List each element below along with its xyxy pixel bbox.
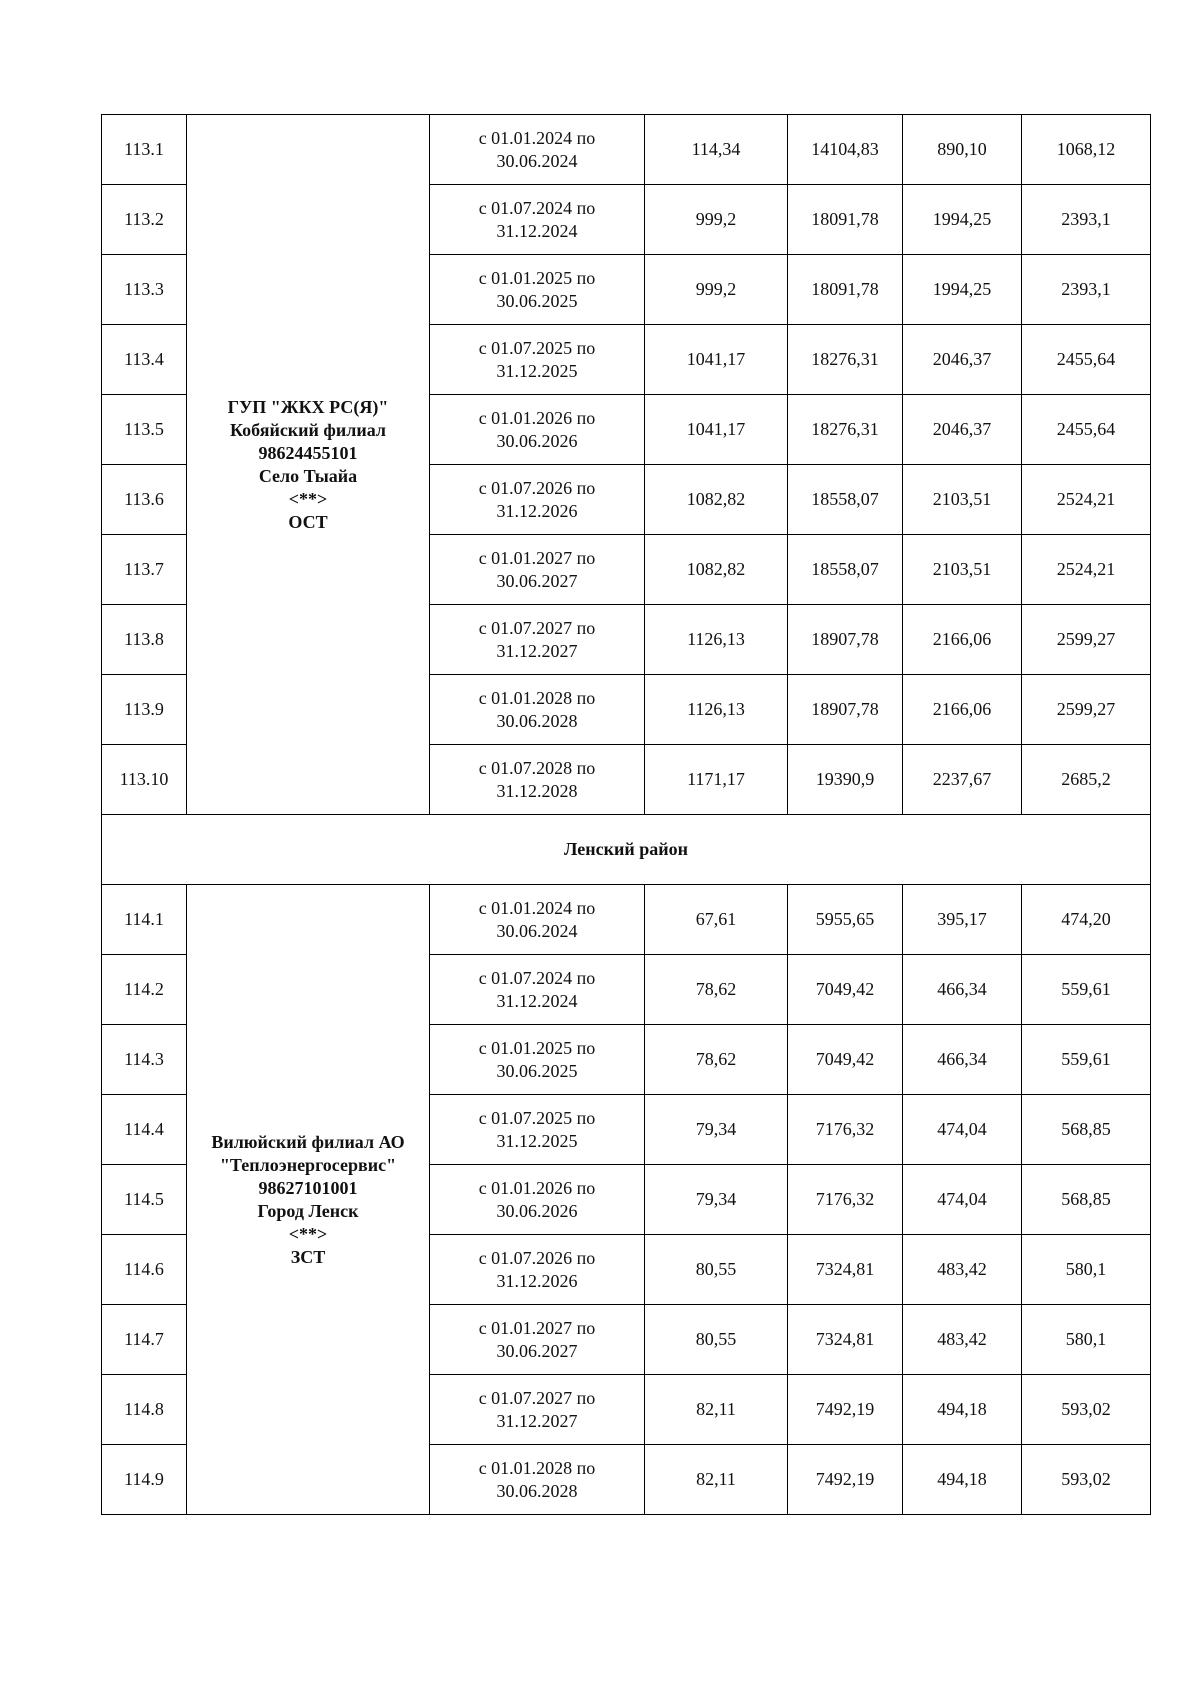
value-col-1: 1171,17 bbox=[645, 745, 788, 815]
period-to: 31.12.2024 bbox=[496, 220, 578, 241]
value-col-4: 2685,2 bbox=[1022, 745, 1151, 815]
tariff-table bbox=[101, 114, 1151, 1515]
value-col-3: 2237,67 bbox=[903, 745, 1022, 815]
period-cell bbox=[430, 325, 645, 395]
value-col-3: 474,04 bbox=[903, 1095, 1022, 1165]
value-col-3: 474,04 bbox=[903, 1165, 1022, 1235]
period-to: 31.12.2028 bbox=[496, 780, 578, 801]
organization-cell bbox=[187, 885, 430, 1515]
value-col-2: 18276,31 bbox=[788, 325, 903, 395]
period-from: с 01.01.2026 по bbox=[478, 407, 596, 428]
value-col-2: 7176,32 bbox=[788, 1165, 903, 1235]
row-number: 113.3 bbox=[102, 255, 187, 325]
value-col-3: 2103,51 bbox=[903, 535, 1022, 605]
value-col-3: 2046,37 bbox=[903, 325, 1022, 395]
value-col-1: 67,61 bbox=[645, 885, 788, 955]
row-number: 113.2 bbox=[102, 185, 187, 255]
value-col-1: 1082,82 bbox=[645, 535, 788, 605]
row-number: 114.6 bbox=[102, 1235, 187, 1305]
period-to: 31.12.2027 bbox=[496, 640, 578, 661]
value-col-1: 78,62 bbox=[645, 955, 788, 1025]
value-col-1: 79,34 bbox=[645, 1165, 788, 1235]
value-col-4: 2599,27 bbox=[1022, 605, 1151, 675]
period-to: 30.06.2026 bbox=[496, 1200, 578, 1221]
table-row bbox=[102, 885, 1151, 955]
district-header-row bbox=[102, 815, 1151, 885]
tariff-table-body bbox=[102, 115, 1151, 1515]
row-number: 114.7 bbox=[102, 1305, 187, 1375]
value-col-3: 483,42 bbox=[903, 1235, 1022, 1305]
period-to: 31.12.2027 bbox=[496, 1410, 578, 1431]
value-col-3: 494,18 bbox=[903, 1375, 1022, 1445]
period-from: с 01.01.2024 по bbox=[478, 127, 596, 148]
period-to: 30.06.2027 bbox=[496, 1340, 578, 1361]
period-cell bbox=[430, 955, 645, 1025]
row-number: 113.1 bbox=[102, 115, 187, 185]
organization-line: Город Ленск bbox=[257, 1200, 359, 1221]
value-col-3: 1994,25 bbox=[903, 255, 1022, 325]
period-from: с 01.01.2027 по bbox=[478, 1317, 596, 1338]
value-col-2: 18091,78 bbox=[788, 255, 903, 325]
period-cell bbox=[430, 1375, 645, 1445]
period-to: 31.12.2025 bbox=[496, 360, 578, 381]
period-cell bbox=[430, 465, 645, 535]
period-to: 30.06.2028 bbox=[496, 710, 578, 731]
value-col-1: 1126,13 bbox=[645, 675, 788, 745]
row-number: 113.7 bbox=[102, 535, 187, 605]
value-col-2: 19390,9 bbox=[788, 745, 903, 815]
value-col-4: 568,85 bbox=[1022, 1165, 1151, 1235]
value-col-2: 18907,78 bbox=[788, 675, 903, 745]
value-col-4: 559,61 bbox=[1022, 1025, 1151, 1095]
value-col-3: 1994,25 bbox=[903, 185, 1022, 255]
organization-line: ОСТ bbox=[288, 511, 328, 532]
organization-line: <**> bbox=[288, 488, 328, 509]
row-number: 114.9 bbox=[102, 1445, 187, 1515]
period-to: 30.06.2027 bbox=[496, 570, 578, 591]
value-col-2: 18276,31 bbox=[788, 395, 903, 465]
period-from: с 01.01.2025 по bbox=[478, 1037, 596, 1058]
value-col-3: 466,34 bbox=[903, 1025, 1022, 1095]
value-col-4: 2524,21 bbox=[1022, 465, 1151, 535]
organization-cell bbox=[187, 115, 430, 815]
period-cell bbox=[430, 885, 645, 955]
value-col-4: 593,02 bbox=[1022, 1445, 1151, 1515]
district-name: Ленский район bbox=[102, 815, 1151, 885]
value-col-1: 79,34 bbox=[645, 1095, 788, 1165]
period-to: 30.06.2024 bbox=[496, 920, 578, 941]
period-to: 30.06.2028 bbox=[496, 1480, 578, 1501]
period-from: с 01.01.2024 по bbox=[478, 897, 596, 918]
period-cell bbox=[430, 675, 645, 745]
period-to: 30.06.2025 bbox=[496, 1060, 578, 1081]
period-from: с 01.07.2027 по bbox=[478, 617, 596, 638]
value-col-2: 14104,83 bbox=[788, 115, 903, 185]
period-cell bbox=[430, 1165, 645, 1235]
value-col-2: 7176,32 bbox=[788, 1095, 903, 1165]
period-to: 31.12.2026 bbox=[496, 500, 578, 521]
period-cell bbox=[430, 1235, 645, 1305]
organization-line: <**> bbox=[288, 1223, 328, 1244]
value-col-2: 7324,81 bbox=[788, 1235, 903, 1305]
period-cell bbox=[430, 1025, 645, 1095]
value-col-4: 593,02 bbox=[1022, 1375, 1151, 1445]
value-col-1: 114,34 bbox=[645, 115, 788, 185]
period-from: с 01.07.2026 по bbox=[478, 477, 596, 498]
value-col-2: 18907,78 bbox=[788, 605, 903, 675]
value-col-3: 2166,06 bbox=[903, 605, 1022, 675]
value-col-2: 18558,07 bbox=[788, 465, 903, 535]
period-cell bbox=[430, 395, 645, 465]
value-col-4: 2524,21 bbox=[1022, 535, 1151, 605]
value-col-4: 568,85 bbox=[1022, 1095, 1151, 1165]
table-row bbox=[102, 115, 1151, 185]
value-col-4: 580,1 bbox=[1022, 1305, 1151, 1375]
value-col-3: 2166,06 bbox=[903, 675, 1022, 745]
value-col-3: 395,17 bbox=[903, 885, 1022, 955]
row-number: 113.6 bbox=[102, 465, 187, 535]
period-to: 30.06.2026 bbox=[496, 430, 578, 451]
period-from: с 01.07.2028 по bbox=[478, 757, 596, 778]
value-col-1: 1041,17 bbox=[645, 395, 788, 465]
value-col-2: 7492,19 bbox=[788, 1375, 903, 1445]
period-cell bbox=[430, 605, 645, 675]
value-col-4: 2393,1 bbox=[1022, 255, 1151, 325]
row-number: 114.5 bbox=[102, 1165, 187, 1235]
value-col-4: 474,20 bbox=[1022, 885, 1151, 955]
value-col-4: 559,61 bbox=[1022, 955, 1151, 1025]
organization-line: ГУП "ЖКХ РС(Я)" bbox=[227, 396, 389, 417]
value-col-2: 7049,42 bbox=[788, 955, 903, 1025]
period-cell bbox=[430, 1095, 645, 1165]
period-from: с 01.07.2024 по bbox=[478, 967, 596, 988]
period-to: 30.06.2025 bbox=[496, 290, 578, 311]
row-number: 113.8 bbox=[102, 605, 187, 675]
period-cell bbox=[430, 255, 645, 325]
organization-line: "Теплоэнергосервис" bbox=[219, 1154, 397, 1175]
row-number: 113.4 bbox=[102, 325, 187, 395]
value-col-1: 999,2 bbox=[645, 255, 788, 325]
period-from: с 01.01.2028 по bbox=[478, 687, 596, 708]
value-col-1: 82,11 bbox=[645, 1375, 788, 1445]
value-col-3: 2046,37 bbox=[903, 395, 1022, 465]
period-from: с 01.01.2027 по bbox=[478, 547, 596, 568]
period-to: 30.06.2024 bbox=[496, 150, 578, 171]
period-from: с 01.07.2027 по bbox=[478, 1387, 596, 1408]
row-number: 113.9 bbox=[102, 675, 187, 745]
period-cell bbox=[430, 745, 645, 815]
row-number: 114.8 bbox=[102, 1375, 187, 1445]
row-number: 114.1 bbox=[102, 885, 187, 955]
value-col-2: 18558,07 bbox=[788, 535, 903, 605]
period-cell bbox=[430, 535, 645, 605]
period-from: с 01.07.2024 по bbox=[478, 197, 596, 218]
period-from: с 01.07.2025 по bbox=[478, 1107, 596, 1128]
value-col-3: 2103,51 bbox=[903, 465, 1022, 535]
period-from: с 01.01.2026 по bbox=[478, 1177, 596, 1198]
value-col-1: 78,62 bbox=[645, 1025, 788, 1095]
value-col-3: 483,42 bbox=[903, 1305, 1022, 1375]
value-col-4: 2599,27 bbox=[1022, 675, 1151, 745]
value-col-1: 999,2 bbox=[645, 185, 788, 255]
value-col-2: 7324,81 bbox=[788, 1305, 903, 1375]
row-number: 113.5 bbox=[102, 395, 187, 465]
organization-line: Село Тыайа bbox=[258, 465, 358, 486]
period-cell bbox=[430, 1305, 645, 1375]
organization-line: Вилюйский филиал АО bbox=[211, 1131, 405, 1152]
period-to: 31.12.2024 bbox=[496, 990, 578, 1011]
value-col-4: 2393,1 bbox=[1022, 185, 1151, 255]
row-number: 114.3 bbox=[102, 1025, 187, 1095]
value-col-3: 890,10 bbox=[903, 115, 1022, 185]
value-col-1: 1126,13 bbox=[645, 605, 788, 675]
value-col-1: 80,55 bbox=[645, 1235, 788, 1305]
organization-line: 98624455101 bbox=[258, 442, 358, 463]
period-from: с 01.07.2025 по bbox=[478, 337, 596, 358]
organization-line: ЗСТ bbox=[290, 1246, 326, 1267]
value-col-1: 80,55 bbox=[645, 1305, 788, 1375]
value-col-3: 494,18 bbox=[903, 1445, 1022, 1515]
value-col-2: 7049,42 bbox=[788, 1025, 903, 1095]
value-col-1: 1082,82 bbox=[645, 465, 788, 535]
row-number: 113.10 bbox=[102, 745, 187, 815]
value-col-4: 580,1 bbox=[1022, 1235, 1151, 1305]
value-col-1: 1041,17 bbox=[645, 325, 788, 395]
period-to: 31.12.2026 bbox=[496, 1270, 578, 1291]
value-col-2: 7492,19 bbox=[788, 1445, 903, 1515]
period-from: с 01.07.2026 по bbox=[478, 1247, 596, 1268]
row-number: 114.4 bbox=[102, 1095, 187, 1165]
value-col-4: 2455,64 bbox=[1022, 395, 1151, 465]
period-to: 31.12.2025 bbox=[496, 1130, 578, 1151]
period-cell bbox=[430, 115, 645, 185]
value-col-4: 1068,12 bbox=[1022, 115, 1151, 185]
organization-line: Кобяйский филиал bbox=[230, 419, 386, 440]
value-col-2: 5955,65 bbox=[788, 885, 903, 955]
period-from: с 01.01.2028 по bbox=[478, 1457, 596, 1478]
value-col-1: 82,11 bbox=[645, 1445, 788, 1515]
period-from: с 01.01.2025 по bbox=[478, 267, 596, 288]
value-col-3: 466,34 bbox=[903, 955, 1022, 1025]
value-col-2: 18091,78 bbox=[788, 185, 903, 255]
row-number: 114.2 bbox=[102, 955, 187, 1025]
period-cell bbox=[430, 1445, 645, 1515]
organization-line: 98627101001 bbox=[258, 1177, 358, 1198]
value-col-4: 2455,64 bbox=[1022, 325, 1151, 395]
period-cell bbox=[430, 185, 645, 255]
